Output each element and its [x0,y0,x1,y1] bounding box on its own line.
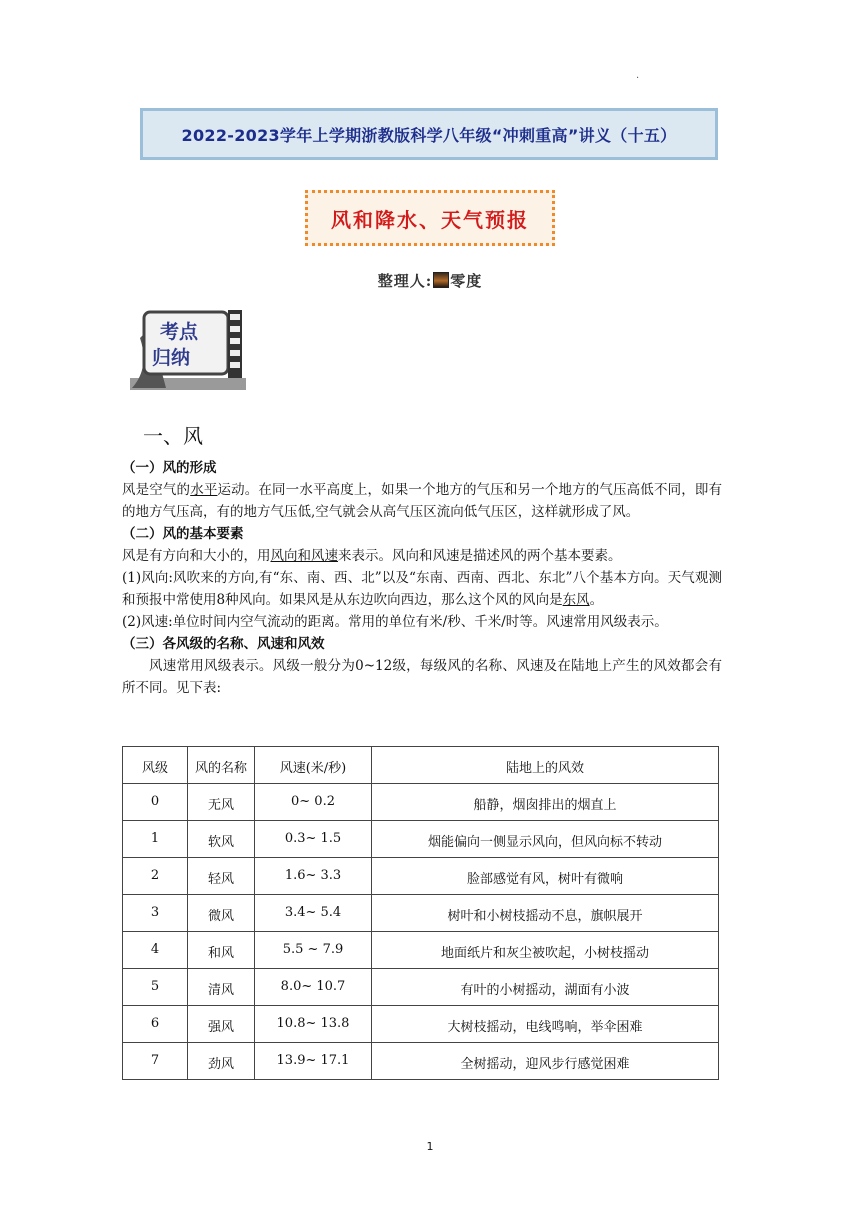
table-row [123,895,719,932]
sub3-title: （三）各风级的名称、风速和风效 [122,636,325,652]
table-row [123,932,719,969]
header-dot: . [636,70,640,81]
topic-title: 风和降水、天气预报 [305,190,555,246]
badge-line1: 考点 [160,321,199,343]
table-cell: 地面纸片和灰尘被吹起，小树枝摇动 [372,932,719,969]
sub1-title: （一）风的形成 [122,460,217,476]
sub2-title: （二）风的基本要素 [122,526,244,542]
kaodian-badge-icon [130,308,246,390]
document-title: 2022-2023学年上学期浙教版科学八年级“冲刺重高”讲义（十五） [140,108,718,160]
table-cell: 轻风 [188,858,255,895]
table-cell: 3.4~ 5.4 [255,895,372,932]
author-avatar-icon [433,272,449,288]
table-cell: 软风 [188,821,255,858]
table-cell: 10.8~ 13.8 [255,1006,372,1043]
table-row [123,784,719,821]
underline-direction-speed: 风向和风速 [270,548,338,564]
underline-horizontal: 水平 [190,482,218,498]
table-cell: 微风 [188,895,255,932]
author-line [0,270,860,291]
table-cell: 有叶的小树摇动，湖面有小波 [372,969,719,1006]
table-row [123,969,719,1006]
section-content [122,457,722,699]
table-cell: 7 [123,1043,188,1080]
table-row [123,821,719,858]
table-row [123,1043,719,1080]
header-cell: 陆地上的风效 [372,747,719,784]
wind-scale-table [122,746,719,1080]
table-cell: 劲风 [188,1043,255,1080]
table-cell: 1 [123,821,188,858]
author-prefix: 整理人: [377,272,433,290]
sub2-paragraph-2: (1)风向:风吹来的方向,有“东、南、西、北”以及“东南、西南、西北、东北”八个基本方向。天气观测和预报中常使用8种风向。如果风是从东边吹向西边，那么这个风的风向是东风。 [122,570,722,608]
table-cell: 脸部感觉有风，树叶有微响 [372,858,719,895]
table-cell: 5.5 ~ 7.9 [255,932,372,969]
author-name: 零度 [450,272,483,290]
table-row [123,1006,719,1043]
table-cell: 全树摇动，迎风步行感觉困难 [372,1043,719,1080]
table-cell: 0~ 0.2 [255,784,372,821]
header-cell: 风速(米/秒) [255,747,372,784]
table-cell: 0.3~ 1.5 [255,821,372,858]
table-cell: 1.6~ 3.3 [255,858,372,895]
table-cell: 6 [123,1006,188,1043]
table-cell: 清风 [188,969,255,1006]
page-number: 1 [426,1140,434,1153]
section-heading-wind: 一、风 [143,424,203,448]
table-row [123,858,719,895]
table-cell: 船静，烟囱排出的烟直上 [372,784,719,821]
header-cell: 风级 [123,747,188,784]
table-cell: 4 [123,932,188,969]
badge-line2: 归纳 [152,347,191,369]
table-cell: 强风 [188,1006,255,1043]
header-cell: 风的名称 [188,747,255,784]
table-cell: 3 [123,895,188,932]
sub2-paragraph-1: 风是有方向和大小的，用风向和风速来表示。风向和风速是描述风的两个基本要素。 [122,548,622,564]
table-cell: 8.0~ 10.7 [255,969,372,1006]
table-cell: 5 [123,969,188,1006]
table-cell: 树叶和小树枝摇动不息，旗帜展开 [372,895,719,932]
table-cell: 无风 [188,784,255,821]
sub1-paragraph: 风是空气的水平运动。在同一水平高度上，如果一个地方的气压和另一个地方的气压高低不同，即有的地方气压高，有的地方气压低,空气就会从高气压区流向低气压区，这样就形成了风。 [122,482,723,520]
sub3-paragraph: 风速常用风级表示。风级一般分为0~12级，每级风的名称、风速及在陆地上产生的风效都会有所不同。见下表: [122,658,722,696]
table-cell: 烟能偏向一侧显示风向，但风向标不转动 [372,821,719,858]
sub2-paragraph-3: (2)风速:单位时间内空气流动的距离。常用的单位有米/秒、千米/时等。风速常用风级表示。 [122,614,668,630]
table-cell: 大树枝摇动，电线鸣响，举伞困难 [372,1006,719,1043]
underline-east-wind: 东风 [562,592,590,608]
table-header-row [123,747,719,784]
table-cell: 和风 [188,932,255,969]
table-cell: 13.9~ 17.1 [255,1043,372,1080]
table-cell: 2 [123,858,188,895]
table-cell: 0 [123,784,188,821]
